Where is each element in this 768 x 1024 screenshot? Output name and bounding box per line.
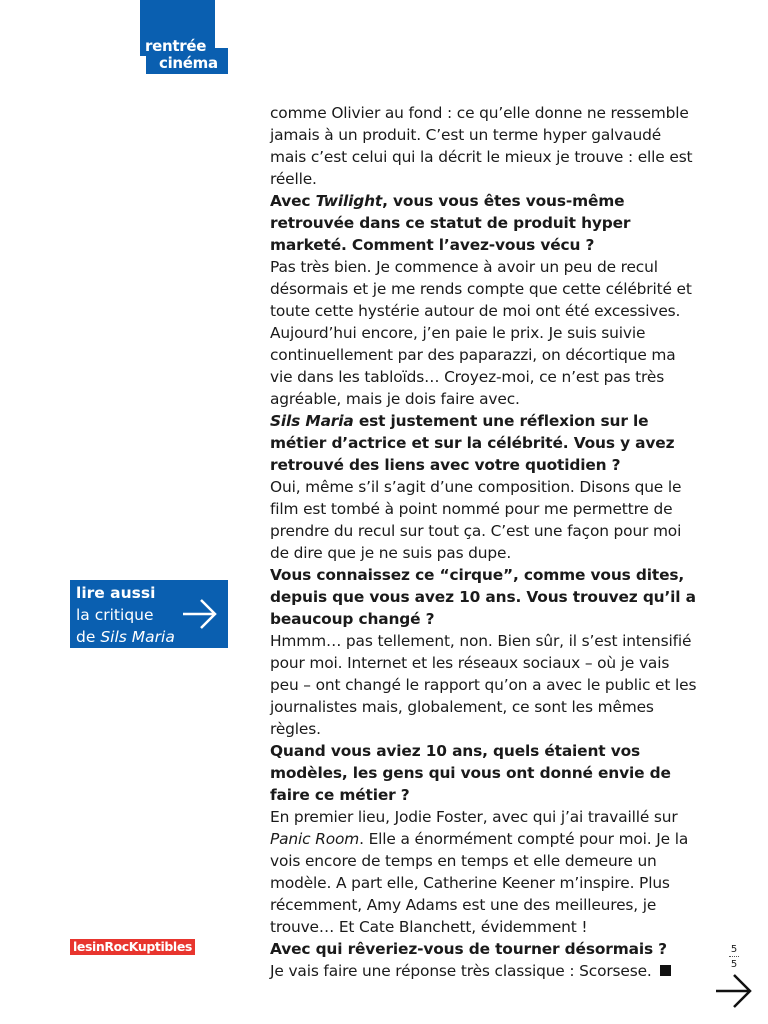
page-number [727, 944, 741, 970]
question-paragraph: Quand vous aviez 10 ans, quels étaient vos modèles, les gens qui vous ont donné envie de faire ce métier ? [270, 742, 671, 804]
lire-aussi-link[interactable] [70, 580, 228, 648]
question-paragraph [270, 410, 700, 476]
answer-text: Je vais faire une réponse très classique : Scorsese. [270, 962, 652, 980]
film-title: Sils Maria [100, 628, 175, 646]
film-title: Twilight [315, 192, 383, 210]
section-badge [140, 0, 228, 74]
question-text: , vous vous êtes vous-même retrouvée dans ce statut de produit hyper marketé. Comment l’avez-vous vécu ? [270, 192, 631, 254]
answer-paragraph: comme Olivier au fond : ce qu’elle donne ne ressemble jamais à un produit. C’est un terme hyper galvaudé mais c’est celui qui la décrit le mieux je trouve : elle est réelle. [270, 104, 693, 188]
lire-aussi-label: lire aussi [76, 584, 156, 602]
next-page-arrow-icon[interactable] [714, 972, 754, 1010]
magazine-logo: lesinRocKuptibles [70, 939, 195, 955]
answer-text: . Elle a énormément compté pour moi. Je la vois encore de temps en temps et elle demeure un modèle. A part elle, Catherine Keener m’inspire. Plus récemment, Amy Adams est une des meilleures, je trouve… Et Cate Blanchett, évidemment ! [270, 830, 689, 936]
question-text: Avec [270, 192, 316, 210]
article-body [270, 102, 700, 982]
lire-aussi-prefix: de [76, 628, 101, 646]
badge-line1: rentrée [145, 37, 207, 55]
lire-aussi-line3 [76, 626, 175, 648]
end-of-article-square-icon [660, 965, 671, 976]
page-number-bottom: 5 [730, 959, 738, 970]
page-number-top: 5 [730, 944, 738, 955]
lire-aussi-line2: la critique [76, 606, 154, 624]
page-number-divider [729, 956, 739, 958]
arrow-right-icon [180, 596, 220, 632]
badge-line2: cinéma [159, 54, 218, 72]
question-paragraph: Avec qui rêveriez-vous de tourner désormais ? [270, 940, 667, 958]
question-paragraph [270, 190, 700, 256]
answer-paragraph: Hmmm… pas tellement, non. Bien sûr, il s’est intensifié pour moi. Internet et les réseaux sociaux – où je vais peu – ont changé le rapport qu’on a avec le public et les journalistes mais, globalement, ce sont les mêmes règles. [270, 632, 697, 738]
question-paragraph: Vous connaissez ce “cirque”, comme vous dites, depuis que vous avez 10 ans. Vous trouvez qu’il a beaucoup changé ? [270, 566, 696, 628]
answer-paragraph [270, 960, 700, 982]
film-title: Sils Maria [270, 412, 354, 430]
answer-text: En premier lieu, Jodie Foster, avec qui j’ai travaillé sur [270, 808, 678, 826]
answer-paragraph [270, 806, 700, 938]
answer-paragraph: Oui, même s’il s’agit d’une composition. Disons que le film est tombé à point nommé pour me permettre de prendre du recul sur tout ça. C’est une façon pour moi de dire que je ne suis pas dupe. [270, 478, 682, 562]
film-title: Panic Room [270, 830, 360, 848]
answer-paragraph: Pas très bien. Je commence à avoir un peu de recul désormais et je me rends compte que cette célébrité et toute cette hystérie autour de moi ont été excessives. Aujourd’hui encore, j’en paie le prix. Je suis suivie continuellement par des paparazzi, on décortique ma vie dans les tabloïds… Croyez-moi, ce n’est pas très agréable, mais je dois faire avec. [270, 258, 692, 408]
question-text: est justement une réflexion sur le métier d’actrice et sur la célébrité. Vous y avez retrouvé des liens avec votre quotidien ? [270, 412, 675, 474]
